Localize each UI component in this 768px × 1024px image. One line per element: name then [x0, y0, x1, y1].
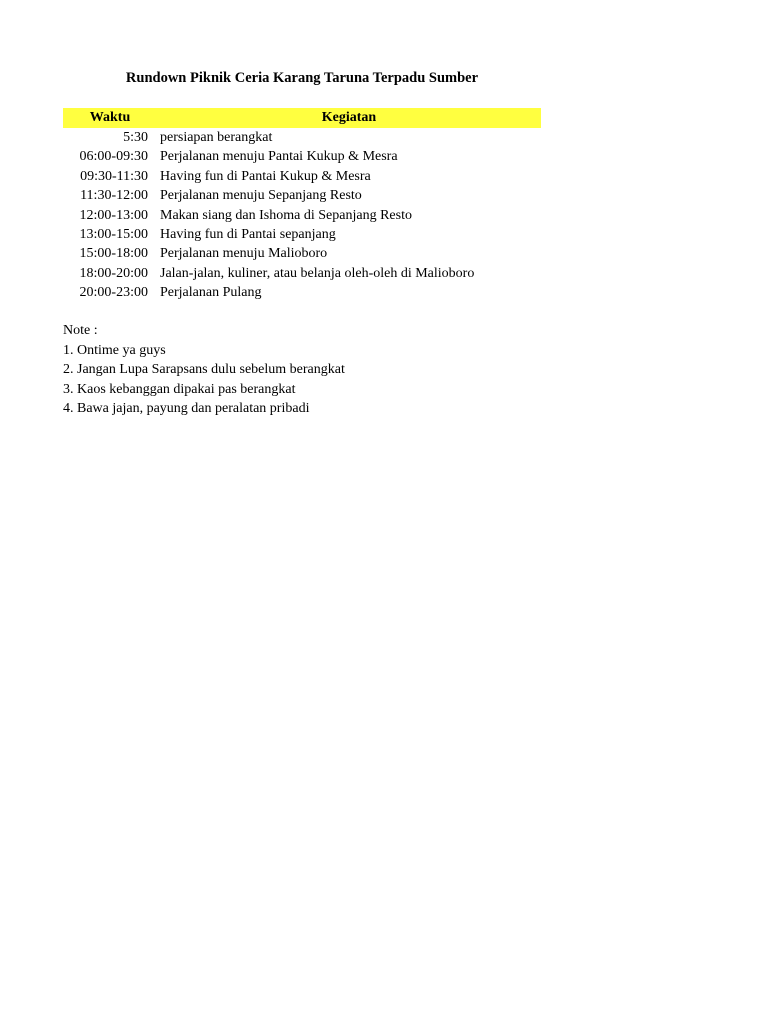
schedule-row	[63, 225, 541, 244]
row-activity: Having fun di Pantai sepanjang	[160, 226, 336, 242]
row-time: 13:00-15:00	[79, 226, 148, 242]
note-item: 4. Bawa jajan, payung dan peralatan pribadi	[63, 401, 310, 416]
header-activity: Kegiatan	[321, 110, 377, 125]
document-title: Rundown Piknik Ceria Karang Taruna Terpadu Sumber	[125, 70, 479, 86]
notes-section	[63, 321, 563, 419]
schedule-row	[63, 206, 541, 225]
schedule-row	[63, 167, 541, 186]
row-time: 12:00-13:00	[79, 207, 148, 223]
row-time: 5:30	[123, 130, 148, 145]
row-activity: Perjalanan menuju Malioboro	[160, 246, 328, 262]
row-activity: Having fun di Pantai Kukup & Mesra	[160, 168, 371, 184]
schedule-row	[63, 264, 541, 283]
row-time: 15:00-18:00	[79, 246, 148, 262]
schedule-row	[63, 244, 541, 263]
row-time: 09:30-11:30	[80, 168, 148, 184]
row-activity: persiapan berangkat	[160, 130, 273, 145]
schedule-row	[63, 186, 541, 205]
row-activity: Perjalanan menuju Pantai Kukup & Mesra	[160, 149, 398, 165]
schedule-row	[63, 283, 541, 302]
row-time: 11:30-12:00	[80, 188, 148, 204]
row-time: 20:00-23:00	[79, 285, 148, 301]
row-activity: Perjalanan Pulang	[160, 285, 262, 301]
note-item: 2. Jangan Lupa Sarapsans dulu sebelum berangkat	[63, 362, 345, 377]
row-activity: Perjalanan menuju Sepanjang Resto	[160, 188, 362, 204]
row-activity: Makan siang dan Ishoma di Sepanjang Resto	[160, 207, 412, 223]
note-item: 3. Kaos kebanggan dipakai pas berangkat	[63, 381, 296, 397]
schedule-row	[63, 128, 541, 147]
note-item: 1. Ontime ya guys	[63, 342, 166, 358]
schedule-header-row	[63, 108, 541, 128]
row-time: 06:00-09:30	[79, 149, 148, 165]
row-time: 18:00-20:00	[79, 265, 148, 281]
notes-heading: Note :	[63, 323, 98, 338]
schedule-table	[63, 108, 541, 303]
row-activity: Jalan-jalan, kuliner, atau belanja oleh-oleh di Malioboro	[160, 265, 475, 281]
schedule-row	[63, 147, 541, 166]
header-time: Waktu	[89, 110, 131, 125]
